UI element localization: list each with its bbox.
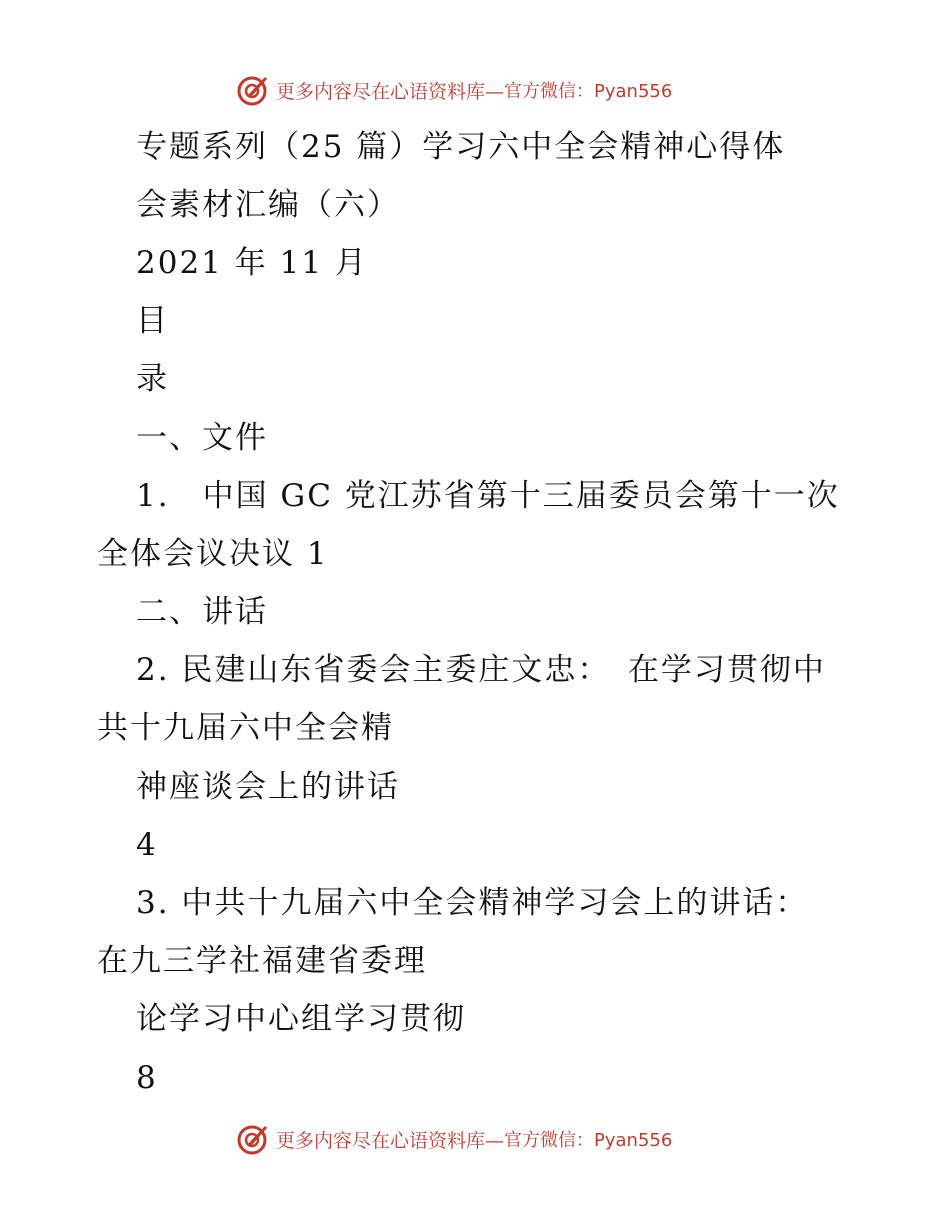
toc-label-2: 录 (136, 361, 169, 397)
toc-item-3-line-3: 论学习中心组学习贯彻 (136, 1001, 466, 1037)
toc-item-2-line-1: 2. 民建山东省委会主委庄文忠： 在学习贯彻中 (136, 652, 826, 688)
toc-item-1-line-2: 全体会议决议 1 (97, 536, 329, 572)
toc-section-2: 二、讲话 (136, 594, 268, 630)
toc-item-2-page: 4 (136, 827, 158, 863)
watermark-wechat: 官方微信：Pyan556 (504, 81, 673, 102)
toc-item-3-page: 8 (136, 1060, 158, 1096)
watermark-text: 更多内容尽在心语资料库— (276, 1129, 505, 1152)
watermark-wechat: 官方微信：Pyan556 (504, 1130, 673, 1151)
toc-label-1: 目 (136, 303, 169, 339)
watermark-banner-top (236, 72, 672, 108)
toc-item-3-line-2: 在九三学社福建省委理 (97, 943, 427, 979)
watermark-banner-bottom (236, 1121, 672, 1157)
watermark-text: 更多内容尽在心语资料库— (276, 80, 505, 103)
doc-date: 2021 年 11 月 (136, 245, 368, 281)
toc-item-2-line-2: 共十九届六中全会精 (97, 710, 394, 746)
doc-title-line-1: 专题系列（25 篇）学习六中全会精神心得体 (136, 129, 786, 165)
toc-item-3-line-1: 3. 中共十九届六中全会精神学习会上的讲话： (136, 885, 809, 921)
toc-section-1: 一、文件 (136, 420, 268, 456)
toc-item-1-line-1: 1. 中国 GC 党江苏省第十三届委员会第十一次 (136, 478, 840, 514)
quill-circle-logo-icon (236, 73, 270, 107)
doc-title-line-2: 会素材汇编（六） (136, 187, 400, 223)
toc-item-2-line-3: 神座谈会上的讲话 (136, 769, 400, 805)
quill-circle-logo-icon (236, 1122, 270, 1156)
